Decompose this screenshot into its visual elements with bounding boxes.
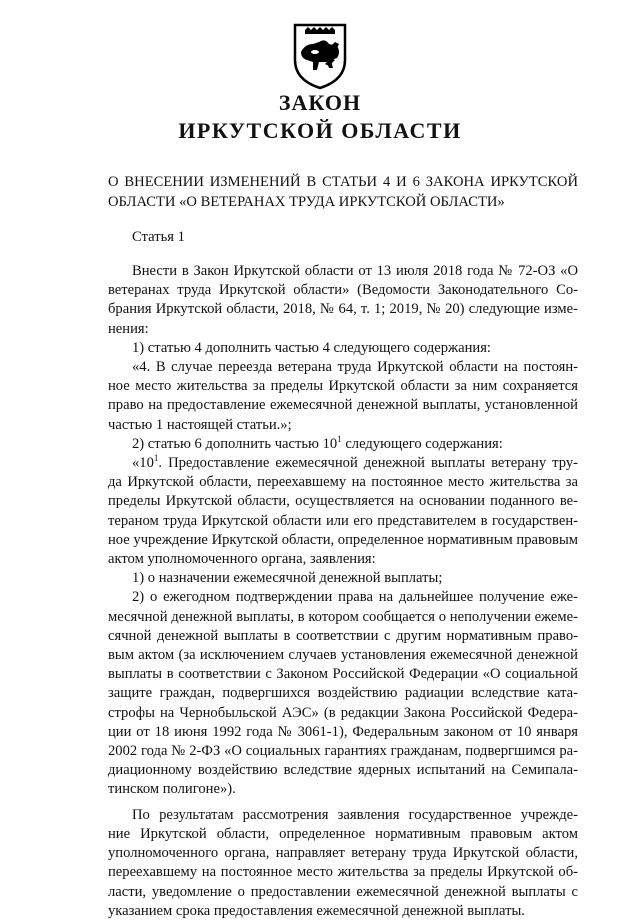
law-title	[108, 172, 578, 212]
text-line: 2) о ежегодном подтверждении права на дальнейшее получение еже-	[132, 589, 578, 606]
text-line: строфы на Чернобыльской АЭС» (в редакции Закона Российской Федера-	[108, 704, 578, 721]
text-line: «4. В случае переезда ветерана труда Иркутской области на постоян-	[132, 359, 578, 376]
text-line: выплаты в соответствии с Законом Российской Федерации «О социальной	[108, 666, 578, 683]
item2-prefix: 2) статью 6 дополнить частью 10	[132, 435, 338, 452]
text-line: брания Иркутской области, 2018, № 64, т. 1; 2019, № 20) следующие изме-	[108, 301, 578, 318]
text-line: переехавшему на постоянное место жительства за пределы Иркутской об-	[108, 864, 578, 881]
text-line: вым актом (за исключением случаев установления ежемесячной денежной	[108, 647, 578, 664]
text-line: частью 1 настоящей статьи.»;	[108, 416, 292, 433]
list-item	[108, 435, 578, 454]
text-line: да Иркутской области, переехавшему на постоянное место жительства за	[108, 474, 578, 491]
text-line: пределы Иркутской области, осуществляется на основании поданного ве-	[108, 493, 578, 510]
text-line: ласти, уведомление о предоставлении ежемесячной денежной выплаты с	[108, 883, 578, 900]
text-line: ции от 18 июня 1992 года № 3061-1), Федеральным законом от 10 января	[108, 723, 578, 740]
text-line: сячной денежной выплаты в соответствии с другим нормативным право-	[108, 627, 578, 644]
text-line: защите граждан, подвергшихся воздействию радиации вследствие ката-	[108, 685, 578, 702]
text-line	[108, 454, 578, 473]
article-heading: Статья 1	[132, 229, 185, 245]
text-line: ветеранах труда Иркутской области» (Ведомости Законодательного Со-	[108, 282, 578, 299]
superscript: 1	[337, 433, 342, 444]
text-line: нения:	[108, 320, 149, 337]
text-line: уполномоченного органа, направляет ветерану труда Иркутской области,	[108, 845, 578, 862]
item2-suffix: следующего содержания:	[341, 435, 503, 452]
quote-prefix: «10	[132, 455, 154, 472]
irkutsk-coat-of-arms-icon	[291, 22, 349, 90]
text-line: ное место жительства за пределы Иркутской области за ним сохраняется	[108, 378, 578, 395]
text-line: ное учреждение Иркутской области, определенное нормативным правовым	[108, 531, 578, 548]
document-title: ЗАКОН	[278, 90, 362, 115]
document-subtitle: ИРКУТСКОЙ ОБЛАСТИ	[178, 118, 462, 143]
text-line: По результатам рассмотрения заявления государственное учрежде-	[132, 806, 578, 823]
superscript: 1	[153, 453, 159, 464]
list-item: 1) о назначении ежемесячной денежной выплаты;	[132, 570, 443, 587]
text-line: 2002 года № 2-ФЗ «О социальных гарантиях гражданам, подвергшимся ра-	[108, 743, 578, 760]
law-body	[108, 262, 578, 921]
text-line: актом уполномоченного органа, заявления:	[108, 551, 376, 568]
law-title-line: ОБЛАСТИ «О ВЕТЕРАНАХ ТРУДА ИРКУТСКОЙ ОБЛАСТИ»	[108, 194, 505, 210]
law-title-line: О ВНЕСЕНИИ ИЗМЕНЕНИЙ В СТАТЬИ 4 И 6 ЗАКОНА ИРКУТСКОЙ	[108, 174, 578, 190]
text-line: право на предоставление ежемесячной денежной выплаты, установленной	[108, 397, 578, 414]
text-line: тинском полигоне»).	[108, 781, 236, 798]
text-line: тераном труда Иркутской области или его представителем в государствен-	[108, 512, 578, 529]
text-line: Внести в Закон Иркутской области от 13 июля 2018 года № 72-ОЗ «О	[132, 263, 578, 279]
quote-first: . Предоставление ежемесячной денежной выплаты ветерану тру-	[158, 455, 578, 472]
list-item: 1) статью 4 дополнить частью 4 следующего содержания:	[132, 339, 491, 356]
text-line: указанием срока предоставления ежемесячной денежной выплаты.	[108, 902, 525, 919]
text-line: диационному воздействию вследствие ядерных испытаний на Семипала-	[108, 762, 578, 779]
text-line: ние Иркутской области, определенное нормативным правовым актом	[108, 825, 578, 842]
text-line: месячной денежной выплаты, в котором сообщается о неполучении ежеме-	[108, 608, 578, 625]
